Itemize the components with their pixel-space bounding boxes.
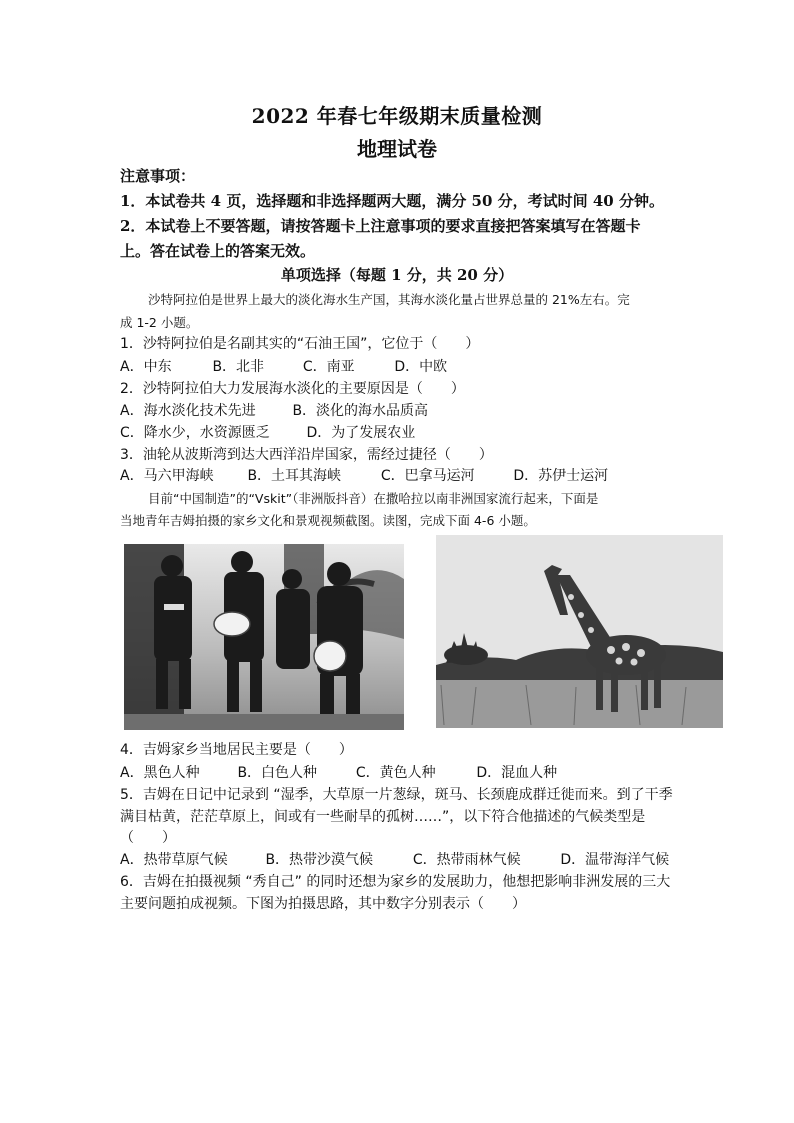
question-5-stem-3: （ ） [120,830,176,846]
option-c[interactable]: C．黄色人种 [355,765,436,781]
notice-item-2-cont: 上。答在试卷上的答案无效。 [120,242,316,260]
question-1-options [120,356,447,376]
question-4-options [120,762,557,782]
option-d[interactable]: D．苏伊士运河 [513,468,609,484]
option-d[interactable]: D．为了发展农业 [306,425,416,441]
dancers-photo [124,544,404,730]
question-3-options [120,465,608,485]
question-2-stem: 2．沙特阿拉伯大力发展海水淡化的主要原因是（ ） [120,381,465,397]
option-b[interactable]: B．土耳其海峡 [247,468,342,484]
option-d[interactable]: D．温带海洋气候 [560,852,670,868]
notice-item-2: 2．本试卷上不要答题，请按答题卡上注意事项的要求直接把答案填写在答题卡 [120,217,641,235]
question-5-options [120,849,669,869]
question-6-stem-1: 6．吉姆在拍摄视频 “秀自己” 的同时还想为家乡的发展助力，他想把影响非洲发展的三大 [120,874,671,890]
option-a[interactable]: A．马六甲海峡 [120,468,214,484]
passage-1-line-1: 沙特阿拉伯是世界上最大的淡化海水生产国，其海水淡化量占世界总量的 21%左右。完 [148,292,630,307]
exam-title: 2022 年春七年级期末质量检测 [251,104,543,128]
question-6-stem-2: 主要问题拍成视频。下图为拍摄思路，其中数字分别表示（ ） [120,896,526,912]
option-a[interactable]: A．黑色人种 [120,765,200,781]
option-b[interactable]: B．北非 [212,359,265,375]
option-b[interactable]: B．热带沙漠气候 [265,852,374,868]
giraffe-illustration [436,535,723,728]
notice-heading: 注意事项： [120,167,196,185]
exam-subtitle: 地理试卷 [357,137,437,161]
question-5-stem-2: 满目枯黄，茫茫草原上，间或有一些耐旱的孤树……”，以下符合他描述的气候类型是 [120,809,646,825]
option-a[interactable]: A．海水淡化技术先进 [120,403,256,419]
option-b[interactable]: B．淡化的海水品质高 [292,403,429,419]
question-5-stem-1: 5．吉姆在日记中记录到 “湿季，大草原一片葱绿，斑马、长颈鹿成群迁徙而来。到了干季 [120,787,673,803]
passage-1-line-2: 成 1-2 小题。 [120,315,199,330]
giraffe-photo [436,535,723,728]
option-c[interactable]: C．南亚 [302,359,355,375]
notice-item-1: 1．本试卷共 4 页，选择题和非选择题两大题，满分 50 分，考试时间 40 分钟。 [120,192,664,210]
option-c[interactable]: C．巴拿马运河 [380,468,475,484]
passage-2-line-2: 当地青年吉姆拍摄的家乡文化和景观视频截图。读图，完成下面 4-6 小题。 [120,513,536,528]
option-d[interactable]: D．中欧 [394,359,448,375]
option-c[interactable]: C．热带雨林气候 [412,852,521,868]
option-c[interactable]: C．降水少，水资源匮乏 [120,425,270,441]
question-1-stem: 1．沙特阿拉伯是名副其实的“石油王国”，它位于（ ） [120,336,480,352]
option-d[interactable]: D．混血人种 [476,765,558,781]
question-2-options-row-2 [120,422,415,442]
passage-2-line-1: 目前“中国制造”的“Vskit”（非洲版抖音）在撒哈拉以南非洲国家流行起来，下面是 [148,491,599,506]
section-heading: 单项选择（每题 1 分，共 20 分） [280,266,514,284]
dancers-illustration [124,544,404,730]
option-a[interactable]: A．中东 [120,359,172,375]
question-4-stem: 4．吉姆家乡当地居民主要是（ ） [120,742,353,758]
question-2-options-row-1 [120,400,428,420]
option-a[interactable]: A．热带草原气候 [120,852,228,868]
option-b[interactable]: B．白色人种 [237,765,318,781]
question-3-stem: 3．油轮从波斯湾到达大西洋沿岸国家，需经过捷径（ ） [120,447,493,463]
